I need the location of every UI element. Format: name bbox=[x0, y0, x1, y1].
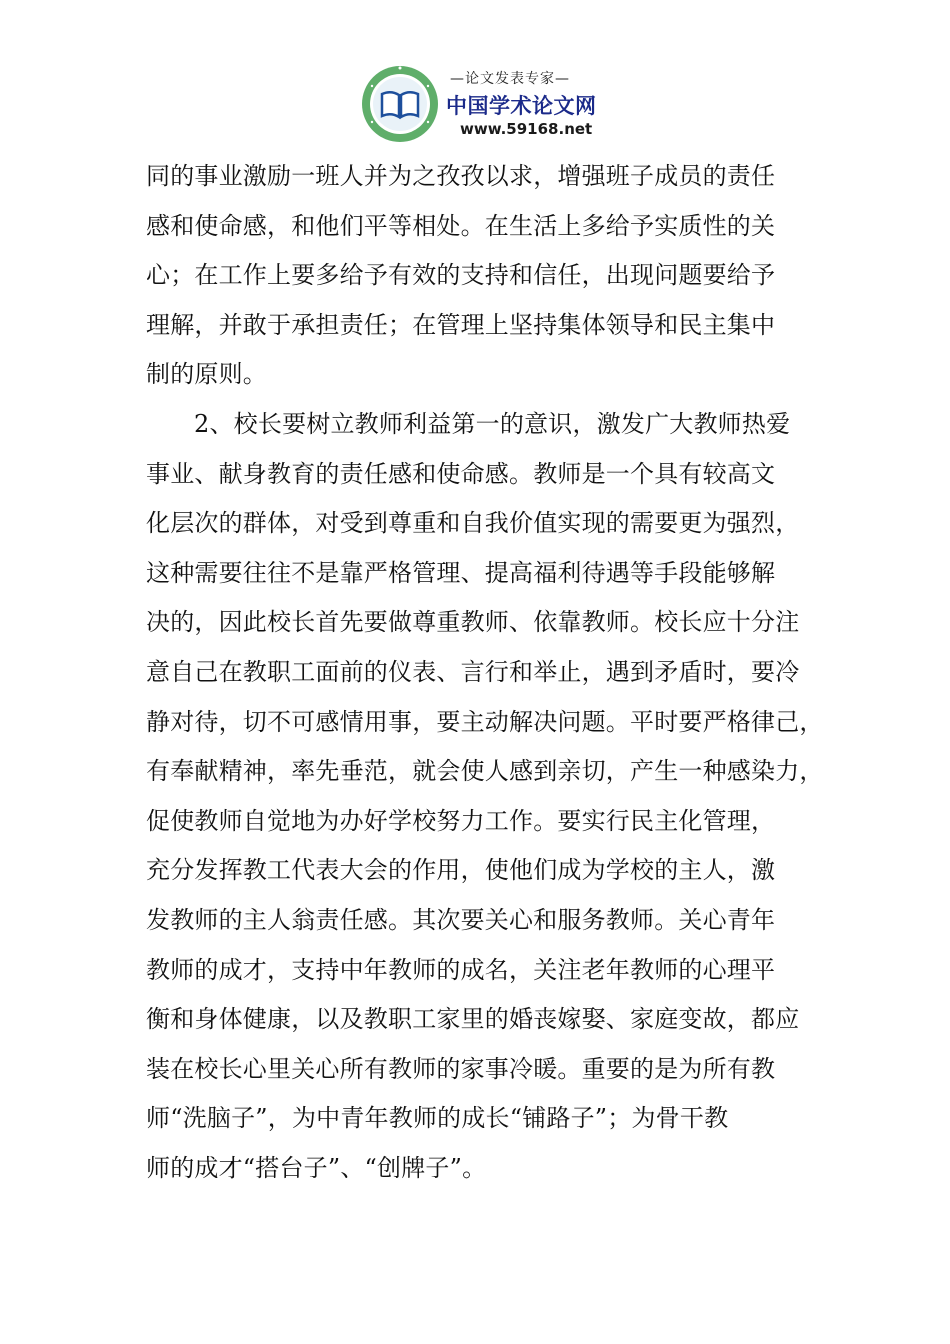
text-line: 有奉献精神，率先垂范，就会使人感到亲切，产生一种感染力， bbox=[146, 757, 824, 786]
text-line: 师“洗脑子”，为中青年教师的成长“铺路子”；为骨干教 bbox=[146, 1104, 729, 1133]
text-line: 心；在工作上要多给予有效的支持和信任，出现问题要给予 bbox=[146, 261, 776, 290]
text-line: 2、校长要树立教师利益第一的意识，激发广大教师热爱 bbox=[194, 409, 791, 438]
text-line: 促使教师自觉地为办好学校努力工作。要实行民主化管理， bbox=[146, 806, 776, 835]
text-line: 制的原则。 bbox=[146, 360, 267, 389]
text-line: 同的事业激励一班人并为之孜孜以求，增强班子成员的责任 bbox=[146, 162, 776, 190]
text-line: 这种需要往往不是靠严格管理、提高福利待遇等手段能够解 bbox=[146, 558, 776, 587]
text-line: 感和使命感，和他们平等相处。在生活上多给予实质性的关 bbox=[146, 211, 776, 240]
text-line: 教师的成才，支持中年教师的成名，关注老年教师的心理平 bbox=[146, 955, 776, 984]
document-body bbox=[146, 152, 824, 1193]
book-seal-icon bbox=[360, 64, 440, 144]
text-line: 理解，并敢于承担责任；在管理上坚持集体领导和民主集中 bbox=[146, 310, 776, 339]
logo-url: www.59168.net bbox=[460, 120, 593, 138]
paragraph bbox=[146, 152, 810, 400]
text-line: 充分发挥教工代表大会的作用，使他们成为学校的主人，激 bbox=[146, 856, 776, 885]
text-line: 事业、献身教育的责任感和使命感。教师是一个具有较高文 bbox=[146, 459, 776, 488]
text-line: 装在校长心里关心所有教师的家事冷暖。重要的是为所有教 bbox=[146, 1054, 776, 1083]
text-line: 师的成才“搭台子”、“创牌子”。 bbox=[146, 1153, 487, 1182]
logo-title: 中国学术论文网 bbox=[446, 94, 597, 118]
text-line: 静对待，切不可感情用事，要主动解决问题。平时要严格律己， bbox=[146, 707, 824, 736]
text-line: 衡和身体健康，以及教职工家里的婚丧嫁娶、家庭变故，都应 bbox=[146, 1005, 800, 1034]
text-line: 发教师的主人翁责任感。其次要关心和服务教师。关心青年 bbox=[146, 905, 776, 934]
text-line: 化层次的群体，对受到尊重和自我价值实现的需要更为强烈， bbox=[146, 509, 800, 538]
paragraph bbox=[146, 400, 824, 1194]
text-line: 决的，因此校长首先要做尊重教师、依靠教师。校长应十分注 bbox=[146, 608, 800, 637]
logo-tagline: —论文发表专家— bbox=[450, 71, 570, 87]
text-line: 意自己在教职工面前的仪表、言行和举止，遇到矛盾时，要冷 bbox=[146, 657, 800, 686]
site-logo bbox=[360, 60, 600, 144]
